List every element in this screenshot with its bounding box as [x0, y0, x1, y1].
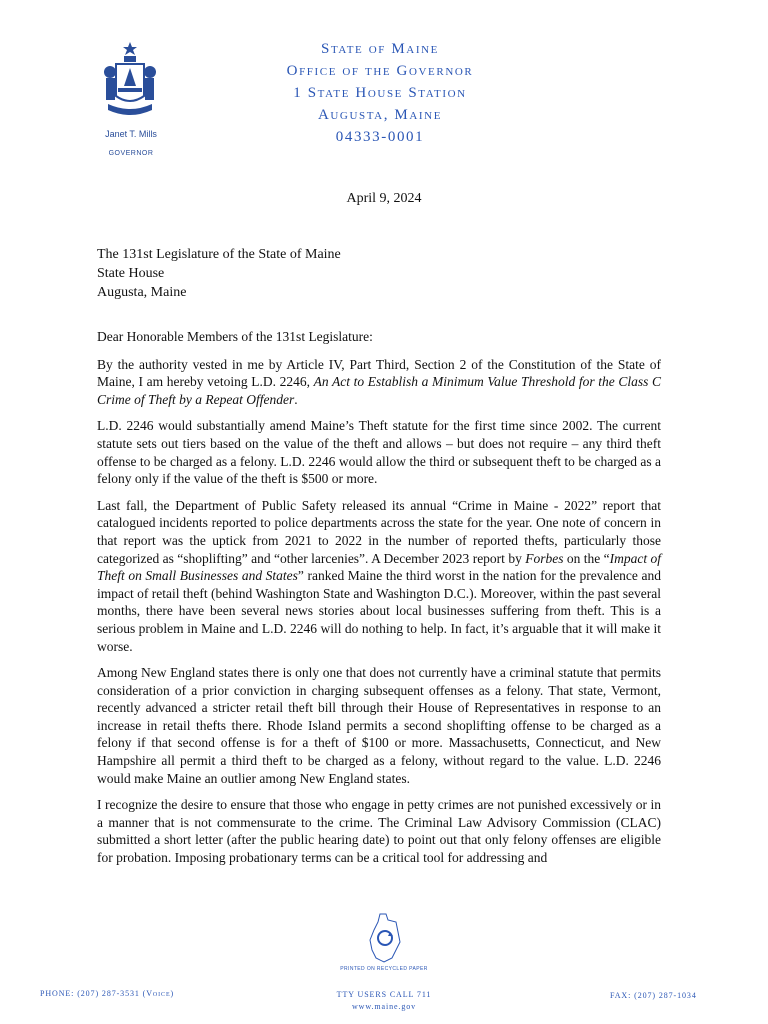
footer-tty — [300, 989, 468, 1013]
recipient-line-3: Augusta, Maine — [97, 285, 187, 300]
state-seal — [98, 40, 162, 120]
paragraph-crime-report — [97, 497, 661, 655]
footer-fax: FAX: (207) 287-1034 — [610, 991, 697, 1000]
letter-date: April 9, 2024 — [346, 191, 422, 206]
letterhead-street: 1 State House Station — [293, 85, 467, 101]
recycle-logo-icon — [366, 912, 402, 964]
letter-body — [97, 328, 661, 876]
paragraph-new-england: Among New England states there is only one that does not currently have a criminal statute that permits consideration of a prior conviction in charging subsequent offenses as a felony. That state, Vermont, recently advanced a stricter retail theft bill through their House of Representatives in response to an increase in retail thefts there. Rhode Island permits a second shoplifting offense to be charged as a felony if that second offense is for a theft of $100 or more. Massachusetts, Connecticut, and New Hampshire all permit a third theft to be charged as a felony, without regard to the value. L.D. 2246 would make Maine an outlier among New England states. — [97, 665, 661, 786]
paragraph-clac: I recognize the desire to ensure that those who engage in petty crimes are not punished excessively or in a manner that is not commensurate to the crime. The Criminal Law Advisory Commission (CLAC) submitted a short letter (after the public hearing date) to point out that only felony offenses are eligible for probation. Imposing probationary terms can be a critical tool for addressing and — [97, 797, 661, 866]
crime-report-text-c: ” ranked Maine the third worst in the nation for the prevalence and impact of retail theft (behind Washington State and Washington D.C.). Moreover, within the past several months, there have been several news stories about local businesses suffering from theft. This is a serious problem in Maine and L.D. 2246 will do nothing to help. In fact, it’s arguable that it will make it worse. — [97, 568, 661, 654]
governor-name: Janet T. Mills — [105, 129, 157, 139]
letterhead-office: Office of the Governor — [286, 63, 474, 79]
footer-website[interactable]: www.maine.gov — [351, 1002, 417, 1011]
paragraph-veto — [97, 356, 661, 409]
footer-phone — [40, 989, 174, 998]
recipient-line-2: State House — [97, 266, 165, 281]
paragraph-veto-end: . — [294, 391, 298, 407]
salutation: Dear Honorable Members of the 131st Legislature: — [97, 329, 373, 344]
bill-title: An Act to Establish a Minimum Value Threshold for the Class C Crime of Theft by a Repeat Offender — [97, 374, 661, 407]
crime-report-text-b: on the “ — [563, 550, 610, 566]
footer-tty-line: TTY USERS CALL 711 — [336, 990, 432, 999]
forbes-name: Forbes — [525, 550, 564, 566]
footer-phone-voice: Voice — [146, 989, 171, 998]
forbes-report-title: Impact of Theft on Small Businesses and States — [97, 550, 661, 584]
letterhead-state: State of Maine — [321, 41, 439, 57]
recipient-line-1: The 131st Legislature of the State of Maine — [97, 247, 341, 262]
paragraph-veto-text: By the authority vested in me by Article IV, Part Third, Section 2 of the Constitution of the State of Maine, I am hereby vetoing L.D. 2246, — [97, 356, 661, 390]
letterhead — [240, 38, 520, 148]
letterhead-zip: 04333-0001 — [335, 129, 425, 145]
crime-report-text-a: Last fall, the Department of Public Safety released its annual “Crime in Maine - 2022” report that catalogued incidents reported to police departments across the state for the year. One note of concern in that report was the uptick from 2021 to 2022 in the number of reported thefts, particularly those categorized as “shoplifting” and “other larcenies”. A December 2023 report by — [97, 497, 661, 566]
recycled-paper-note: PRINTED ON RECYCLED PAPER — [340, 966, 428, 972]
footer-phone-number: PHONE: (207) 287-3531 ( — [40, 989, 147, 998]
paragraph-statute: L.D. 2246 would substantially amend Maine’s Theft statute for the first time since 2002. The current statute sets out tiers based on the value of the theft and allows – but does not require – any third theft offense to be charged as a felony. L.D. 2246 would allow the third or subsequent theft to be charged as a felony only if the value of the theft is $500 or more. — [97, 418, 661, 487]
footer-phone-end: ) — [170, 989, 175, 998]
governor-title: GOVERNOR — [108, 150, 154, 157]
letterhead-city: Augusta, Maine — [317, 107, 443, 123]
recipient-address — [97, 245, 341, 302]
